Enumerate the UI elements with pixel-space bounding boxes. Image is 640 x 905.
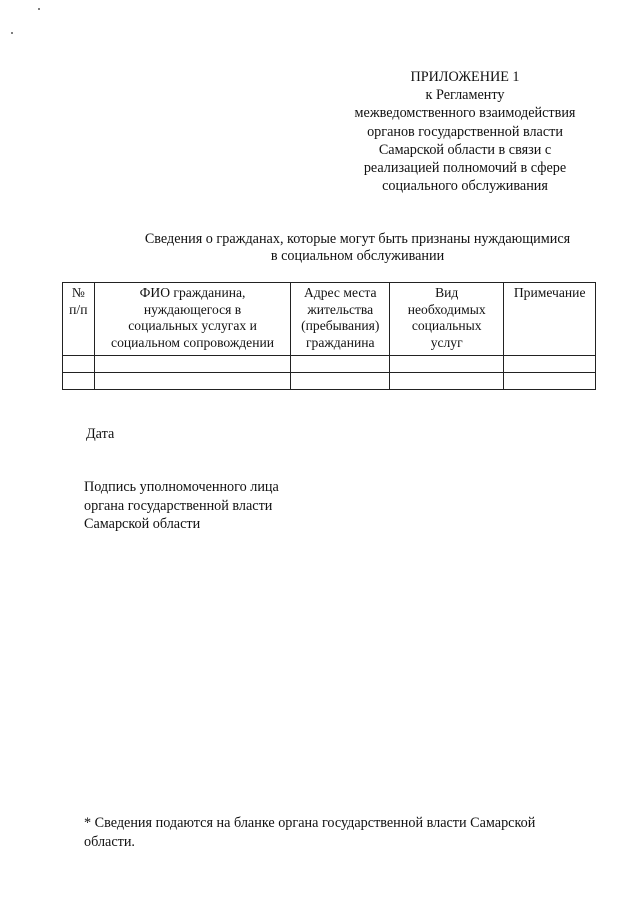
document-title <box>90 231 625 265</box>
appendix-line: реализацией полномочий в сфере <box>363 160 567 177</box>
table-cell <box>63 373 95 390</box>
table-cell <box>291 356 390 373</box>
table-row <box>63 356 596 373</box>
header-number: № п/п <box>63 283 95 356</box>
header-full-name: ФИО гражданина, нуждающегося в социальных услугах и социальном сопровождении <box>94 283 291 356</box>
table-cell <box>504 373 596 390</box>
appendix-line: органов государственной власти <box>367 123 563 140</box>
table-cell <box>63 356 95 373</box>
scan-speck <box>11 32 13 34</box>
header-address: Адрес места жительства (пребывания) гражданина <box>291 283 390 356</box>
title-line: в социальном обслуживании <box>270 248 445 264</box>
footnote: * Сведения подаются на бланке органа государственной власти Самарской области. <box>84 815 536 850</box>
appendix-line: межведомственного взаимодействия <box>354 105 576 122</box>
table-cell <box>390 373 504 390</box>
appendix-header <box>325 68 605 195</box>
table-cell <box>291 373 390 390</box>
header-notes: Примечание <box>504 283 596 356</box>
signature-line: Самарской области <box>84 516 201 532</box>
appendix-line: социального обслуживания <box>382 178 548 195</box>
header-services: Вид необходимых социальных услуг <box>390 283 504 356</box>
scan-speck <box>38 8 40 10</box>
signature-line: Подпись уполномоченного лица <box>84 479 279 495</box>
appendix-line-number: ПРИЛОЖЕНИЕ 1 <box>410 69 520 85</box>
date-label: Дата <box>86 426 115 442</box>
table-cell <box>390 356 504 373</box>
title-line: Сведения о гражданах, которые могут быть признаны нуждающимися <box>144 231 571 247</box>
appendix-line-regulation: к Регламенту <box>425 87 505 104</box>
table-row <box>63 373 596 390</box>
appendix-line: Самарской области в связи с <box>378 141 552 158</box>
signature-line: органа государственной власти <box>84 497 273 514</box>
signature-block <box>84 478 279 534</box>
table-cell <box>94 356 291 373</box>
table-cell <box>504 356 596 373</box>
citizens-table <box>62 282 596 390</box>
table-cell <box>94 373 291 390</box>
table-header-row <box>63 283 596 356</box>
